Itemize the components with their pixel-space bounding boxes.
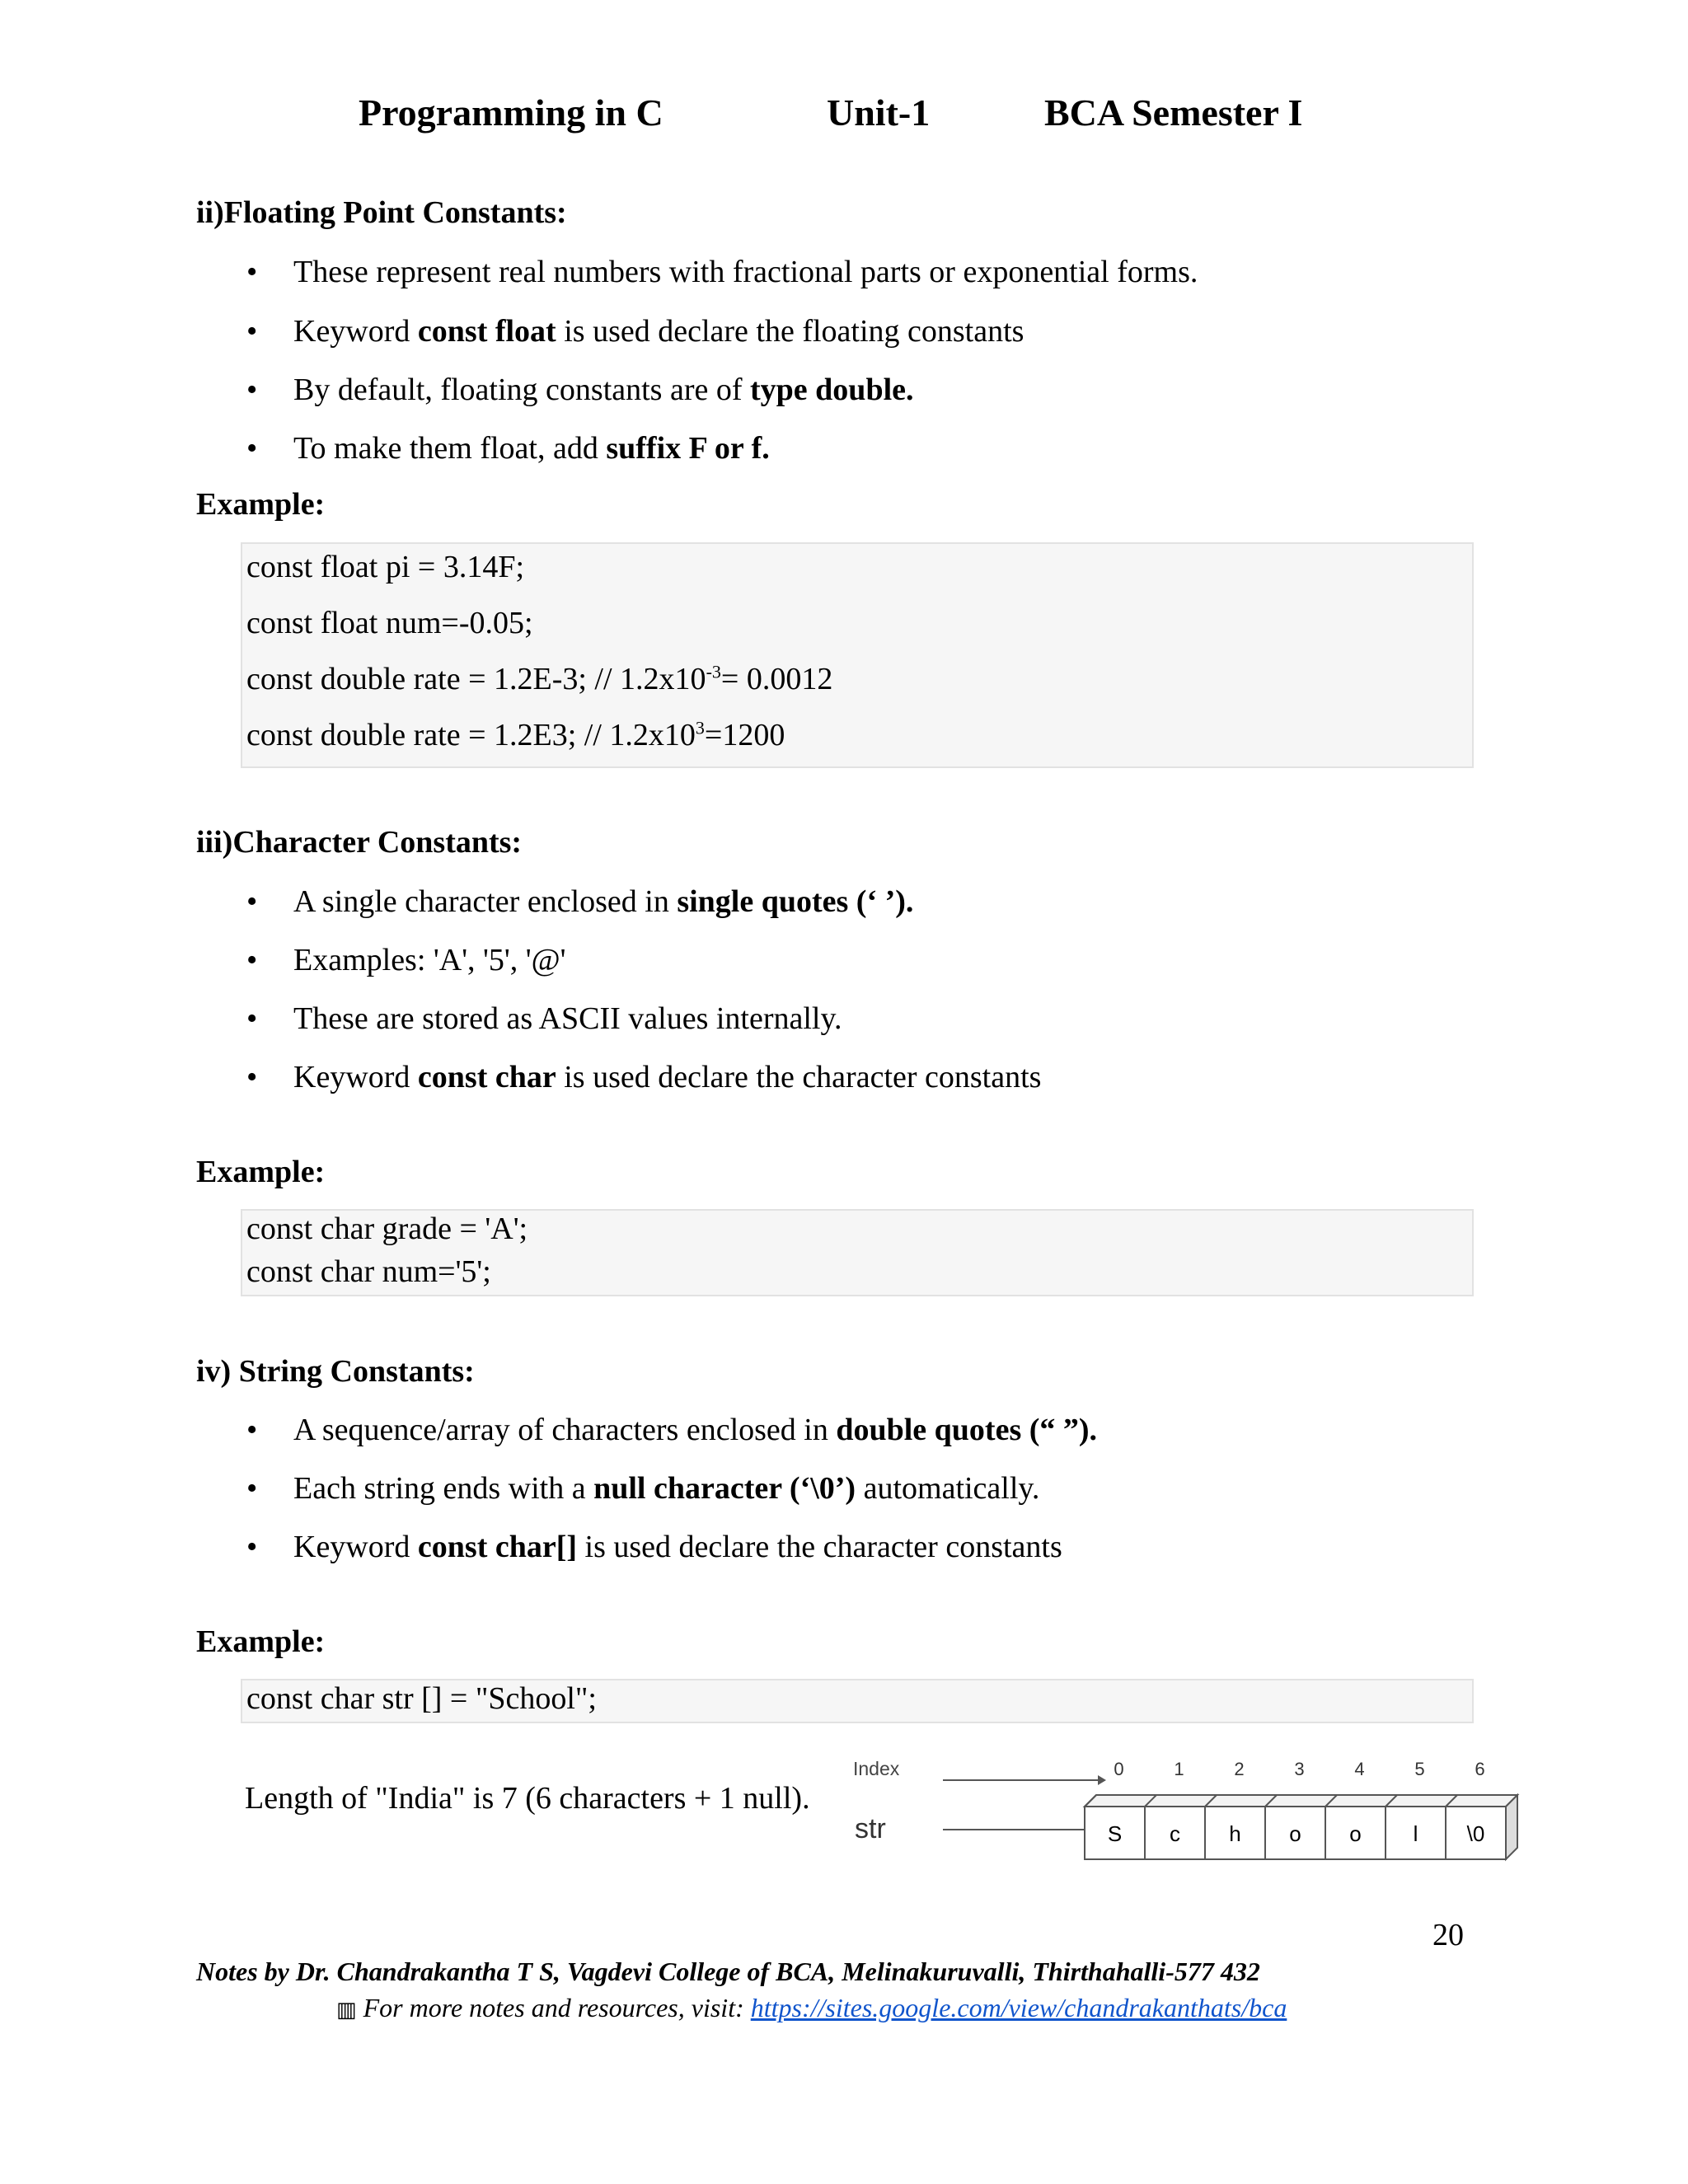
array-index: 3 <box>1294 1759 1305 1779</box>
floating-bullet-4: • To make them float, add suffix F or f. <box>246 431 770 466</box>
array-cell-char: \0 <box>1466 1821 1485 1846</box>
character-code-block <box>241 1209 1474 1296</box>
character-bullet-1: • A single character enclosed in single quotes (‘ ’). <box>246 884 914 919</box>
bullet-icon: • <box>246 373 258 407</box>
array-index: 0 <box>1114 1759 1124 1779</box>
array-cell-char: o <box>1349 1821 1362 1846</box>
header-program: BCA Semester I <box>1044 91 1303 134</box>
array-index: 2 <box>1234 1759 1245 1779</box>
string-code-block <box>241 1679 1474 1723</box>
bullet-icon: • <box>246 1471 258 1506</box>
footer-resources: ▥ For more notes and resources, visit: https://sites.google.com/view/chandrakanthats/bca <box>336 1993 1287 2022</box>
code-line: const double rate = 1.2E-3; // $1.2x10^{-3}= 0.0012$ <box>246 661 833 696</box>
code-line: const char num='5'; <box>246 1254 491 1289</box>
bullet-icon: • <box>246 1060 258 1094</box>
bullet-icon: • <box>246 431 258 466</box>
header-unit: Unit-1 <box>827 91 931 134</box>
code-line: const float num=-0.05; <box>246 606 533 640</box>
code-line: const double rate = 1.2E3; // $1.2x10^3=1200$ <box>246 717 785 752</box>
bullet-icon: • <box>246 255 258 289</box>
array-index: 4 <box>1354 1759 1365 1779</box>
bullet-icon: • <box>246 1530 258 1564</box>
array-index: 1 <box>1174 1759 1184 1779</box>
code-line: const float pi = 3.14F; <box>246 550 525 584</box>
string-example-label: Example: <box>196 1624 326 1659</box>
character-bullet-4: • Keyword const char is used declare the character constants <box>246 1060 1042 1094</box>
string-bullet-1: • A sequence/array of characters enclosed in double quotes (“ ”). <box>246 1413 1098 1447</box>
books-icon: ▥ <box>336 1998 357 2022</box>
array-cell-char: c <box>1170 1821 1180 1846</box>
array-cell-char: S <box>1107 1821 1123 1846</box>
code-line: const char grade = 'A'; <box>246 1212 528 1246</box>
header-course: Programming in C <box>359 91 663 134</box>
array-index: 5 <box>1414 1759 1425 1779</box>
array-cell-char: l <box>1413 1821 1418 1846</box>
string-heading: iv) String Constants: <box>196 1354 475 1389</box>
bullet-icon: • <box>246 884 258 919</box>
page-number: 20 <box>1432 1918 1464 1952</box>
floating-example-label: Example: <box>196 487 326 522</box>
string-array-diagram <box>841 1747 1566 1871</box>
floating-bullet-2: • Keyword const float is used declare the floating constants <box>246 314 1025 349</box>
character-bullet-2: • Examples: 'A', '5', '@' <box>246 943 566 977</box>
string-bullet-2: • Each string ends with a null character (‘\0’) automatically. <box>246 1471 1040 1506</box>
str-label: str <box>855 1813 886 1844</box>
floating-heading: ii)Floating Point Constants: <box>196 195 567 230</box>
floating-code-block <box>241 542 1474 768</box>
bullet-icon: • <box>246 1413 258 1447</box>
footer-credit: Notes by Dr. Chandrakantha T S, Vagdevi College of BCA, Melinakuruvalli, Thirthahalli-577 432 <box>196 1957 1260 1986</box>
character-heading: iii)Character Constants: <box>196 825 523 860</box>
bullet-icon: • <box>246 1001 258 1036</box>
character-example-label: Example: <box>196 1155 326 1189</box>
array-cell-char: o <box>1289 1821 1301 1846</box>
floating-bullet-1: • These represent real numbers with fractional parts or exponential forms. <box>246 255 1198 289</box>
code-line: const char str [] = "School"; <box>246 1681 597 1716</box>
array-side-face <box>1506 1795 1517 1859</box>
index-label: Index <box>853 1758 900 1779</box>
index-arrow-head <box>1098 1775 1106 1785</box>
floating-bullet-3: • By default, floating constants are of type double. <box>246 373 914 407</box>
character-bullet-3: • These are stored as ASCII values internally. <box>246 1001 842 1036</box>
resources-link[interactable]: https://sites.google.com/view/chandrakanthats/bca <box>750 1993 1287 2022</box>
array-index: 6 <box>1475 1759 1485 1779</box>
bullet-icon: • <box>246 314 258 349</box>
length-note: Length of "India" is 7 (6 characters + 1 null). <box>245 1781 810 1816</box>
bullet-icon: • <box>246 943 258 977</box>
array-cell-char: h <box>1229 1821 1241 1846</box>
string-bullet-3: • Keyword const char[] is used declare the character constants <box>246 1530 1062 1564</box>
